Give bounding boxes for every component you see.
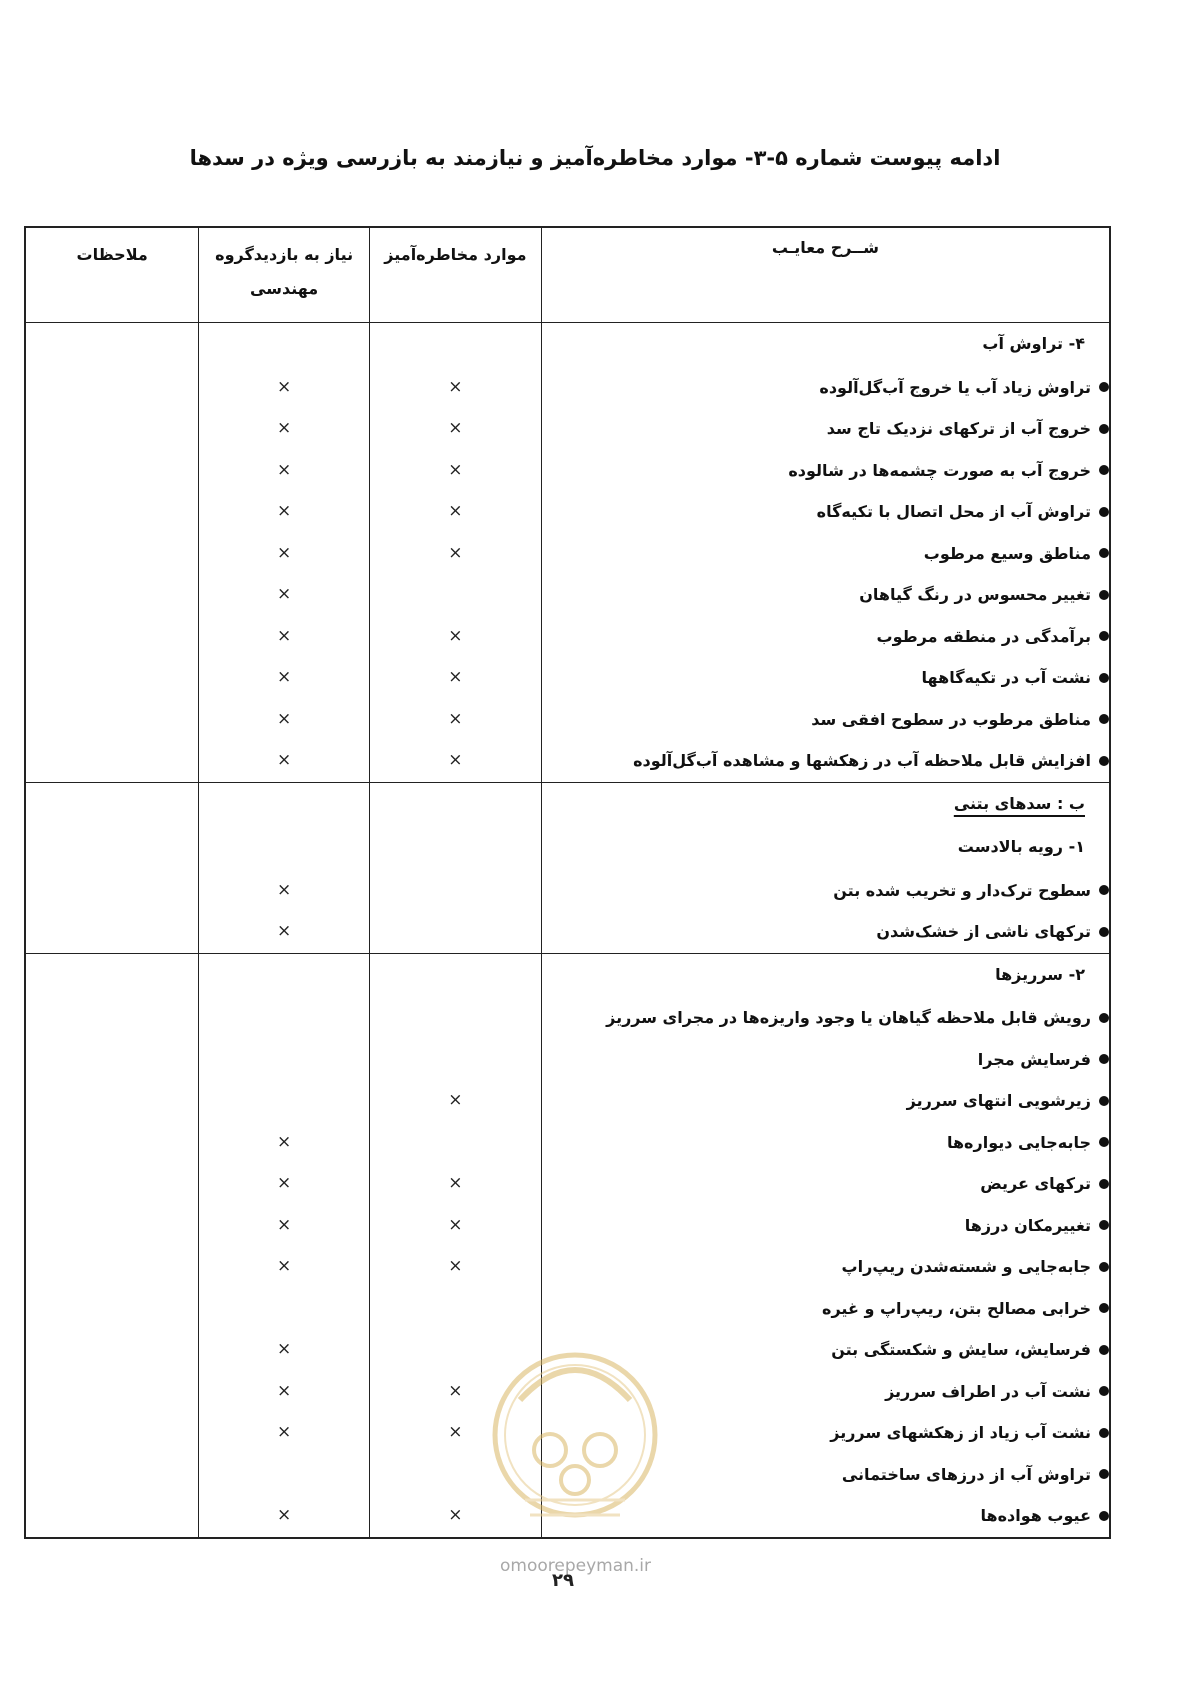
risky-mark: × xyxy=(370,699,542,741)
notes-cell xyxy=(25,1412,199,1454)
defect-text: مناطق مرطوب در سطوح افقی سد xyxy=(811,709,1091,729)
header-notes: ملاحظات xyxy=(25,227,199,323)
bullet-icon xyxy=(1099,673,1109,683)
risky-mark xyxy=(370,782,542,826)
table-row xyxy=(25,870,1110,912)
visit-mark: × xyxy=(199,1412,370,1454)
table-row xyxy=(25,782,1110,826)
defect-text: ۴- تراوش آب xyxy=(982,334,1085,353)
defect-description xyxy=(541,533,1110,575)
watermark-logo xyxy=(490,1330,660,1540)
risky-mark: × xyxy=(370,1246,542,1288)
defect-text: عیوب هواده‌ها xyxy=(980,1506,1091,1525)
table-section xyxy=(25,782,1110,953)
table-row xyxy=(25,491,1110,533)
visit-mark xyxy=(199,323,370,367)
bullet-icon xyxy=(1099,714,1109,724)
visit-mark xyxy=(199,1454,370,1496)
defect-text: فرسایش، سایش و شکستگی بتن xyxy=(831,1340,1091,1359)
risky-mark xyxy=(370,1039,542,1081)
defect-text: جابه‌جایی و شسته‌شدن ریپ‌راپ xyxy=(841,1257,1091,1276)
table-row xyxy=(25,1205,1110,1247)
table-row xyxy=(25,323,1110,367)
defect-text: خروج آب از ترکهای نزدیک تاج سد xyxy=(826,419,1091,438)
bullet-icon xyxy=(1099,424,1109,434)
defect-description xyxy=(541,616,1110,658)
visit-mark: × xyxy=(199,533,370,575)
visit-mark: × xyxy=(199,1329,370,1371)
defect-description xyxy=(541,826,1110,870)
notes-cell xyxy=(25,616,199,658)
table-row xyxy=(25,1246,1110,1288)
visit-mark: × xyxy=(199,616,370,658)
bullet-icon xyxy=(1099,885,1109,895)
risky-mark: × xyxy=(370,533,542,575)
bullet-icon xyxy=(1099,1054,1109,1064)
defect-description xyxy=(541,491,1110,533)
bullet-icon xyxy=(1099,590,1109,600)
bullet-icon xyxy=(1099,1013,1109,1023)
table-row xyxy=(25,1122,1110,1164)
notes-cell xyxy=(25,1495,199,1538)
header-visit xyxy=(199,227,370,323)
risky-mark xyxy=(370,870,542,912)
bullet-icon xyxy=(1099,1469,1109,1479)
defect-description xyxy=(541,699,1110,741)
defect-text: سطوح ترک‌دار و تخریب شده بتن xyxy=(833,880,1091,900)
notes-cell xyxy=(25,408,199,450)
table-section xyxy=(25,323,1110,783)
defect-text: زیرشویی انتهای سرریز xyxy=(906,1091,1091,1110)
defect-text: تراوش زیاد آب یا خروج آب‌گل‌آلوده xyxy=(819,377,1091,397)
visit-mark: × xyxy=(199,1122,370,1164)
defect-text: ترکهای عریض xyxy=(980,1174,1091,1193)
visit-mark: × xyxy=(199,657,370,699)
visit-mark: × xyxy=(199,408,370,450)
defect-text: مناطق وسیع مرطوب xyxy=(923,543,1091,563)
visit-mark: × xyxy=(199,1163,370,1205)
notes-cell xyxy=(25,1080,199,1122)
watermark-url: omoorepeyman.ir xyxy=(500,1556,652,1576)
defect-description xyxy=(541,450,1110,492)
header-description: شــرح معایـب xyxy=(541,227,1110,323)
notes-cell xyxy=(25,491,199,533)
bullet-icon xyxy=(1099,1345,1109,1355)
risky-mark xyxy=(370,323,542,367)
defect-description xyxy=(541,953,1110,997)
defect-text: جابه‌جایی دیواره‌ها xyxy=(946,1132,1091,1152)
defect-description xyxy=(541,1205,1110,1247)
risky-mark: × xyxy=(370,450,542,492)
notes-cell xyxy=(25,323,199,367)
risky-mark: × xyxy=(370,408,542,450)
notes-cell xyxy=(25,911,199,953)
defect-text: تغییر محسوس در رنگ گیاهان xyxy=(859,585,1091,604)
visit-mark: × xyxy=(199,911,370,953)
risky-mark: × xyxy=(370,1080,542,1122)
defect-description xyxy=(541,574,1110,616)
risky-mark: × xyxy=(370,740,542,782)
defect-text: نشت آب در اطراف سرریز xyxy=(885,1381,1091,1401)
notes-cell xyxy=(25,533,199,575)
notes-cell xyxy=(25,1454,199,1496)
risky-mark: × xyxy=(370,1495,542,1538)
table-row xyxy=(25,997,1110,1039)
risky-mark xyxy=(370,574,542,616)
visit-mark: × xyxy=(199,1371,370,1413)
notes-cell xyxy=(25,699,199,741)
visit-mark xyxy=(199,826,370,870)
bullet-icon xyxy=(1099,1303,1109,1313)
bullet-icon xyxy=(1099,1262,1109,1272)
risky-mark: × xyxy=(370,1205,542,1247)
defect-text: خروج آب به صورت چشمه‌ها در شالوده xyxy=(788,460,1091,480)
bullet-icon xyxy=(1099,507,1109,517)
notes-cell xyxy=(25,826,199,870)
table-row xyxy=(25,740,1110,782)
notes-cell xyxy=(25,1288,199,1330)
notes-cell xyxy=(25,1246,199,1288)
table-row xyxy=(25,1163,1110,1205)
risky-mark: × xyxy=(370,616,542,658)
defect-description xyxy=(541,1080,1110,1122)
bullet-icon xyxy=(1099,1386,1109,1396)
table-row xyxy=(25,699,1110,741)
visit-mark xyxy=(199,1288,370,1330)
visit-mark: × xyxy=(199,450,370,492)
defect-text: تراوش آب از محل اتصال با تکیه‌گاه xyxy=(816,502,1091,521)
bullet-icon xyxy=(1099,548,1109,558)
notes-cell xyxy=(25,782,199,826)
bullet-icon xyxy=(1099,1428,1109,1438)
risky-mark: × xyxy=(370,1412,542,1454)
defect-text: ۲- سرریزها xyxy=(995,964,1085,984)
visit-mark: × xyxy=(199,699,370,741)
table-row xyxy=(25,367,1110,409)
risky-mark: × xyxy=(370,657,542,699)
defect-description xyxy=(541,1122,1110,1164)
bullet-icon xyxy=(1099,1096,1109,1106)
notes-cell xyxy=(25,1039,199,1081)
visit-mark xyxy=(199,1039,370,1081)
defect-text: رویش قابل ملاحظه گیاهان یا وجود واریزه‌ها در مجرای سرریز xyxy=(606,1008,1091,1027)
defect-description xyxy=(541,1163,1110,1205)
risky-mark xyxy=(370,1122,542,1164)
visit-mark: × xyxy=(199,740,370,782)
defect-description xyxy=(541,740,1110,782)
defect-description xyxy=(541,657,1110,699)
bullet-icon xyxy=(1099,1179,1109,1189)
visit-mark: × xyxy=(199,870,370,912)
defect-text: ب : سدهای بتنی xyxy=(953,793,1085,813)
bullet-icon xyxy=(1099,465,1109,475)
risky-mark xyxy=(370,826,542,870)
defect-text: خرابی مصالح بتن، ریپ‌راپ و غیره xyxy=(822,1298,1091,1318)
defect-description xyxy=(541,782,1110,826)
bullet-icon xyxy=(1099,1137,1109,1147)
table-row xyxy=(25,826,1110,870)
table-row xyxy=(25,911,1110,953)
notes-cell xyxy=(25,657,199,699)
visit-mark xyxy=(199,997,370,1039)
table-row xyxy=(25,574,1110,616)
page-title: ادامه پیوست شماره ۵-۳- موارد مخاطره‌آمیز و نیازمند به بازرسی ویژه در سدها xyxy=(189,146,1001,170)
risky-mark: × xyxy=(370,1163,542,1205)
visit-mark: × xyxy=(199,1246,370,1288)
notes-cell xyxy=(25,367,199,409)
defect-text: نشت آب در تکیه‌گاهها xyxy=(921,668,1091,687)
bullet-icon xyxy=(1099,1220,1109,1230)
risky-mark: × xyxy=(370,1371,542,1413)
risky-mark xyxy=(370,911,542,953)
notes-cell xyxy=(25,1122,199,1164)
defect-description xyxy=(541,911,1110,953)
header-risky: موارد مخاطره‌آمیز xyxy=(370,227,542,323)
table-row xyxy=(25,1039,1110,1081)
table-row xyxy=(25,533,1110,575)
table-row xyxy=(25,1288,1110,1330)
defect-description xyxy=(541,997,1110,1039)
visit-mark: × xyxy=(199,1205,370,1247)
bullet-icon xyxy=(1099,382,1109,392)
risky-mark: × xyxy=(370,367,542,409)
risky-mark xyxy=(370,1288,542,1330)
visit-mark: × xyxy=(199,1495,370,1538)
table-row xyxy=(25,616,1110,658)
defect-text: افزایش قابل ملاحظه آب در زهکشها و مشاهده آب‌گل‌آلوده xyxy=(633,751,1091,770)
bullet-icon xyxy=(1099,927,1109,937)
table-row xyxy=(25,953,1110,997)
bullet-icon xyxy=(1099,1511,1109,1521)
visit-mark xyxy=(199,1080,370,1122)
defect-text: تغییرمکان درزها xyxy=(964,1215,1091,1235)
table-header-row xyxy=(25,227,1110,323)
table-row xyxy=(25,1080,1110,1122)
notes-cell xyxy=(25,1329,199,1371)
notes-cell xyxy=(25,953,199,997)
defect-text: برآمدگی در منطقه مرطوب xyxy=(876,626,1091,646)
defect-description xyxy=(541,1039,1110,1081)
risky-mark: × xyxy=(370,491,542,533)
notes-cell xyxy=(25,450,199,492)
defect-text: ۱- رویه بالادست xyxy=(957,837,1085,856)
table-row xyxy=(25,450,1110,492)
notes-cell xyxy=(25,1163,199,1205)
notes-cell xyxy=(25,740,199,782)
notes-cell xyxy=(25,997,199,1039)
bullet-icon xyxy=(1099,756,1109,766)
defect-description xyxy=(541,408,1110,450)
defect-text: ترکهای ناشی از خشک‌شدن xyxy=(876,922,1091,941)
page-number: ۲۹ xyxy=(552,1570,574,1591)
defect-text: نشت آب زیاد از زهکشهای سرریز xyxy=(830,1423,1091,1442)
notes-cell xyxy=(25,574,199,616)
bullet-icon xyxy=(1099,631,1109,641)
defect-description xyxy=(541,1246,1110,1288)
risky-mark xyxy=(370,953,542,997)
defect-text: تراوش آب از درزهای ساختمانی xyxy=(841,1464,1091,1484)
defect-description xyxy=(541,367,1110,409)
notes-cell xyxy=(25,870,199,912)
visit-mark: × xyxy=(199,367,370,409)
visit-mark: × xyxy=(199,574,370,616)
visit-mark xyxy=(199,953,370,997)
header-visit-line2: مهندسی xyxy=(250,279,319,298)
defect-text: فرسایش مجرا xyxy=(977,1049,1091,1069)
defect-description xyxy=(541,323,1110,367)
visit-mark xyxy=(199,782,370,826)
defect-description xyxy=(541,1288,1110,1330)
table-row xyxy=(25,657,1110,699)
risky-mark xyxy=(370,997,542,1039)
visit-mark: × xyxy=(199,491,370,533)
notes-cell xyxy=(25,1371,199,1413)
notes-cell xyxy=(25,1205,199,1247)
defect-description xyxy=(541,870,1110,912)
table-row xyxy=(25,408,1110,450)
header-visit-line1: نیاز به بازدید‌گروه xyxy=(215,245,354,264)
